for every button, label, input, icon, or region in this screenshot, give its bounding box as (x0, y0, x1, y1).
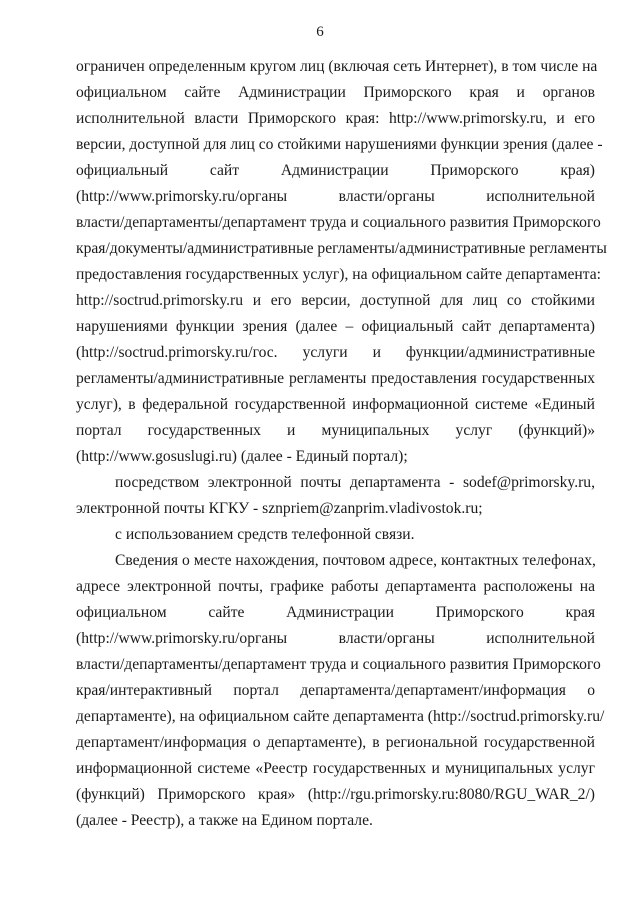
text-line: (http://www.primorsky.ru/органы власти/органы исполнительной (76, 188, 595, 205)
text-line: с использованием средств телефонной связи. (115, 526, 415, 543)
text-line: официальном сайте Администрации Приморского края и органов (76, 84, 595, 101)
page-number: 6 (316, 24, 324, 40)
text-line: предоставления государственных услуг), на официальном сайте департамента: (76, 266, 602, 283)
text-line: информационной системе «Реестр государственных и муниципальных услуг (76, 760, 595, 777)
text-line: адресе электронной почты, графике работы департамента расположены на (76, 578, 595, 595)
text-line: (функций) Приморского края» (http://rgu.primorsky.ru:8080/RGU_WAR_2/) (76, 786, 595, 803)
text-line: исполнительной власти Приморского края: http://www.primorsky.ru, и его (76, 110, 595, 127)
text-line: департамент/информация о департаменте), в региональной государственной (76, 734, 595, 751)
text-line: посредством электронной почты департамента - sodef@primorsky.ru, (115, 474, 595, 491)
text-line: официальный сайт Администрации Приморского края) (76, 162, 595, 179)
text-line: (http://www.gosuslugi.ru) (далее - Единый портал); (76, 448, 408, 465)
text-line: нарушениями функции зрения (далее – официальный сайт департамента) (76, 318, 595, 335)
text-line: электронной почты КГКУ - sznpriem@zanprim.vladivostok.ru; (76, 500, 483, 517)
text-line: департаменте), на официальном сайте департамента (http://soctrud.primorsky.ru/ (76, 708, 605, 725)
text-line: http://soctrud.primorsky.ru и его версии, доступной для лиц со стойкими (76, 292, 595, 309)
text-line: (http://www.primorsky.ru/органы власти/органы исполнительной (76, 630, 595, 647)
text-line: официальном сайте Администрации Приморского края (76, 604, 595, 621)
text-line: (http://soctrud.primorsky.ru/гос. услуги и функции/административные (76, 344, 595, 361)
text-line: портал государственных и муниципальных услуг (функций)» (76, 422, 595, 439)
text-line: регламенты/административные регламенты предоставления государственных (76, 370, 595, 387)
text-line: края/документы/административные регламенты/административные регламенты (76, 240, 607, 257)
text-line: края/интерактивный портал департамента/департамент/информация о (76, 682, 595, 699)
text-line: услуг), в федеральной государственной информационной системе «Единый (76, 396, 595, 413)
text-line: (далее - Реестр), а также на Едином портале. (76, 812, 373, 829)
text-line: ограничен определенным кругом лиц (включая сеть Интернет), в том числе на (76, 58, 598, 75)
text-line: Сведения о месте нахождения, почтовом адресе, контактных телефонах, (115, 552, 596, 569)
text-line: власти/департаменты/департамент труда и социального развития Приморского (76, 656, 601, 673)
text-line: версии, доступной для лиц со стойкими нарушениями функции зрения (далее - (76, 136, 603, 153)
text-line: власти/департаменты/департамент труда и социального развития Приморского (76, 214, 601, 231)
